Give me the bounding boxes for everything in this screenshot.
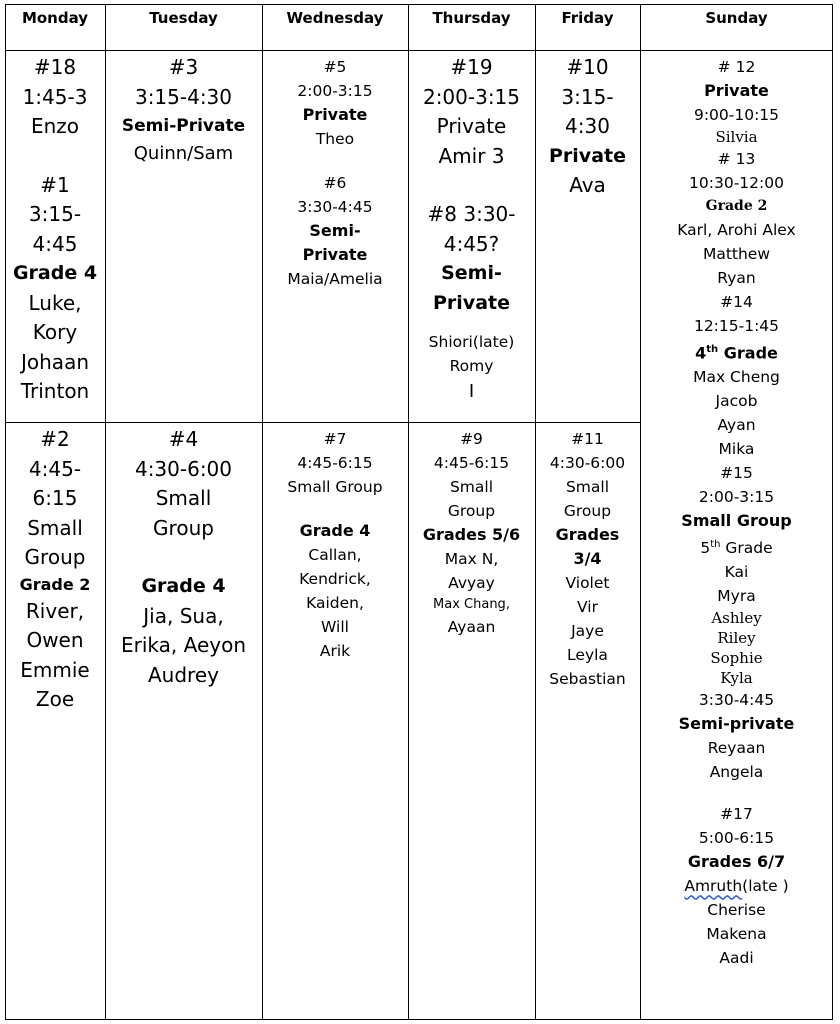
grade-label: Grade 4 [12, 262, 98, 284]
grade-label: Grade 2 [19, 574, 91, 594]
class-time: 12:15-1:45 [693, 317, 780, 335]
class-time: 3:30-4:45 [698, 691, 775, 710]
student-name: Jia, Sua, [143, 603, 224, 628]
class-type: Group [153, 515, 214, 540]
class-number: #4 [168, 427, 199, 451]
class-number: #6 [323, 174, 347, 192]
friday-top-cell [535, 53, 640, 201]
class-type: Private [302, 245, 368, 264]
class-number: #11 [571, 430, 604, 448]
header-sunday: Sunday [705, 9, 768, 27]
student-name: Violet [565, 574, 610, 592]
student-name: Erika, Aeyon [121, 633, 246, 657]
header-monday: Monday [21, 9, 89, 27]
student-name: Avyay [448, 574, 495, 592]
student-name: Maia/Amelia [287, 270, 383, 288]
student-name: Theo [315, 130, 355, 148]
student-name: Kendrick, [299, 570, 371, 588]
class-time: 2:00-3:15 [297, 82, 373, 100]
class-type: Small [155, 486, 212, 510]
class-number: #18 [33, 55, 77, 79]
student-name: Max Chang, [433, 597, 510, 612]
student-name: Enzo [30, 114, 80, 138]
class-time: 4:45-6:15 [297, 454, 373, 472]
student-name: Amir 3 [438, 143, 505, 168]
class-number: #7 [323, 430, 347, 448]
class-type: Private [302, 105, 368, 124]
class-type: Semi- [441, 262, 502, 284]
student-name: Will [321, 618, 349, 636]
student-name: Angela [709, 763, 764, 782]
student-name: River, [25, 598, 85, 623]
class-time: 4:45- [28, 456, 82, 481]
class-number: # 13 [717, 150, 756, 168]
student-name: Kyla [720, 669, 753, 688]
thursday-bottom-cell [408, 427, 535, 639]
grade-label: Grades 5/6 [422, 525, 521, 544]
class-time: 3:15- [561, 84, 614, 109]
student-name: Ava [569, 173, 606, 197]
student-name: Jaye [571, 622, 604, 640]
class-type: Private [549, 144, 626, 167]
student-name: I [468, 381, 475, 402]
grade-label [640, 338, 833, 365]
student-name: Mika [718, 440, 755, 459]
student-name: Reyaan [707, 739, 766, 758]
class-time: 2:00-3:15 [422, 84, 521, 109]
student-name: Trinton [20, 379, 90, 403]
class-number: #17 [720, 805, 753, 824]
sunday-cell [640, 55, 833, 970]
student-name: Riley [717, 629, 756, 648]
grade-label [640, 533, 833, 560]
class-type: Semi-private [678, 714, 795, 734]
student-name: Ayaan [447, 618, 496, 636]
student-name: Max N, [444, 550, 499, 568]
grade-label: Grade 2 [705, 198, 768, 214]
student-name: Audrey [148, 662, 219, 687]
student-name: Matthew [702, 245, 771, 263]
class-number: #19 [450, 55, 493, 79]
late-note: (late ) [742, 877, 789, 896]
class-time: 9:00-10:15 [693, 106, 780, 124]
class-number: #1 [40, 172, 70, 197]
class-time: 2:00-3:15 [698, 488, 775, 507]
class-time: 6:15 [32, 486, 78, 510]
ordinal-suffix: th [710, 539, 721, 551]
ordinal-suffix: th [706, 344, 719, 355]
student-name: Silvia [715, 128, 758, 146]
class-type: Semi-Private [121, 116, 246, 136]
class-number: #14 [720, 293, 753, 311]
class-time: 3:30-4:45 [297, 198, 373, 216]
header-friday: Friday [561, 9, 614, 27]
student-name: Ashley [711, 609, 762, 628]
class-type: Small Group [287, 478, 383, 496]
grade-word: Grade [718, 343, 778, 363]
class-time: 4:45? [443, 231, 500, 256]
spellcheck-word: Amruth [684, 877, 743, 896]
student-name: Callan, [308, 546, 362, 564]
student-name: Jacob [715, 392, 758, 411]
monday-top-cell [5, 53, 105, 407]
class-time: 1:45-3 [22, 84, 88, 109]
wednesday-bottom-cell [262, 427, 408, 663]
student-name: Emmie [20, 657, 90, 682]
student-name: Romy [449, 357, 494, 375]
class-type: Group [24, 545, 86, 569]
student-name: Makena [706, 925, 767, 944]
class-time: 3:15-4:30 [134, 84, 233, 109]
class-type: Private [704, 81, 769, 100]
class-time: 5:00-6:15 [698, 829, 775, 848]
student-name: Kaiden, [306, 594, 364, 612]
class-type: Private [433, 291, 510, 314]
class-type: Small [449, 478, 494, 496]
student-name: Aadi [719, 949, 754, 968]
student-name: Kai [724, 563, 749, 582]
class-type: Small [565, 478, 610, 496]
student-name: Karl, Arohi Alex [677, 221, 796, 239]
header-thursday: Thursday [432, 9, 511, 27]
class-time: 4:45 [32, 231, 78, 256]
grade-number: 4 [695, 343, 707, 363]
grade-word: Grade [720, 539, 773, 558]
grade-label: Grades [555, 525, 620, 544]
class-type: Small [27, 515, 83, 540]
class-type: Small Group [681, 511, 792, 531]
student-name: Ryan [717, 269, 756, 287]
student-name: Leyla [567, 646, 608, 664]
class-number: #10 [566, 55, 609, 79]
student-name: Vir [577, 598, 598, 616]
student-name: Ayan [717, 416, 756, 435]
student-name: Max Cheng [693, 368, 780, 387]
grade-label: 3/4 [573, 549, 602, 568]
class-number: # 12 [717, 58, 756, 76]
class-number: #15 [720, 464, 753, 483]
student-name: Sophie [710, 649, 763, 668]
class-number: #3 [168, 55, 199, 79]
tuesday-bottom-cell [105, 425, 262, 690]
header-wednesday: Wednesday [286, 9, 384, 27]
class-time: 10:30-12:00 [689, 174, 784, 192]
class-number: #2 [40, 427, 70, 451]
student-name: Shiori(late) [428, 333, 515, 351]
class-number: #8 3:30- [427, 202, 516, 226]
wednesday-top-cell [262, 55, 408, 291]
student-name: Sebastian [549, 670, 626, 688]
class-time: 4:30 [565, 114, 610, 138]
class-type: Private [436, 114, 507, 138]
class-time: 4:30-6:00 [549, 454, 626, 472]
grade-number: 5 [700, 539, 711, 558]
thursday-top-cell [408, 53, 535, 406]
friday-bottom-cell [535, 427, 640, 691]
class-type: Semi- [309, 221, 361, 240]
student-name: Myra [717, 587, 756, 606]
student-name: Johaan [21, 349, 89, 374]
student-name: Cherise [707, 901, 766, 920]
student-name: Zoe [35, 687, 75, 711]
header-divider [5, 50, 833, 51]
class-type: Group [447, 502, 496, 520]
student-name: Kory [32, 320, 78, 344]
header-tuesday: Tuesday [149, 9, 218, 27]
grade-label: Grade 4 [299, 521, 371, 540]
grade-label: Grades 6/7 [687, 852, 786, 872]
student-name: Quinn/Sam [133, 143, 234, 164]
class-time: 4:45-6:15 [433, 454, 510, 472]
student-name: Arik [319, 642, 351, 660]
grade-label: Grade 4 [141, 575, 226, 597]
class-number: #5 [323, 58, 347, 76]
class-type: Group [563, 502, 612, 520]
student-name: Owen [26, 628, 84, 652]
class-time: 4:30-6:00 [134, 456, 233, 481]
monday-bottom-cell [5, 425, 105, 715]
student-name [640, 874, 833, 898]
student-name: Luke, [28, 290, 82, 315]
row-divider [5, 422, 640, 423]
tuesday-top-cell [105, 53, 262, 168]
class-number: #9 [460, 430, 483, 448]
class-time: 3:15- [28, 202, 82, 226]
